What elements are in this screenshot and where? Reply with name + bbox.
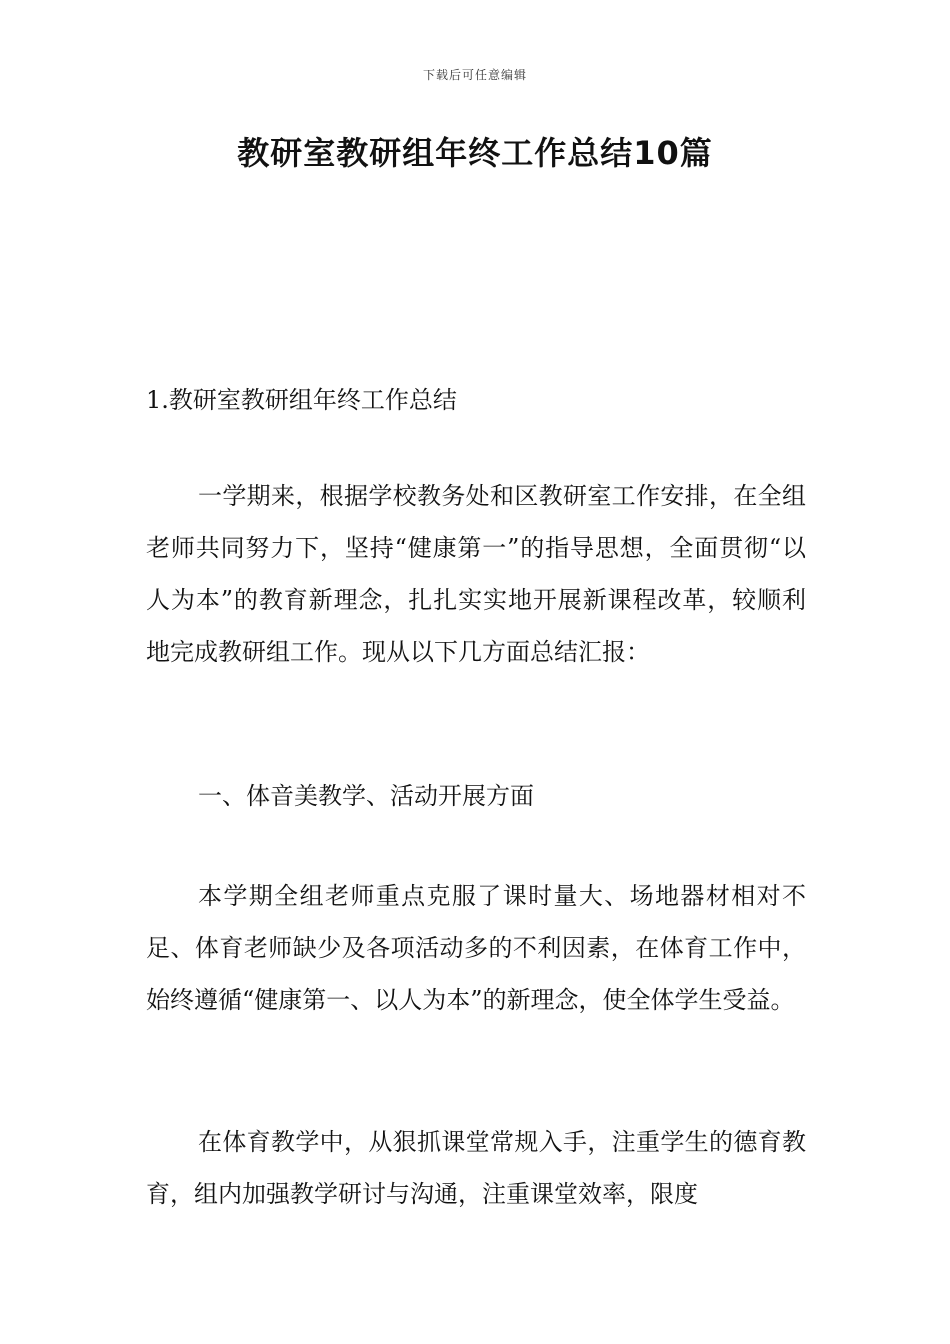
header-note: 下载后可任意编辑 — [422, 68, 527, 82]
sub-heading: 一、体音美教学、活动开展方面 — [198, 782, 534, 810]
page-title: 教研室教研组年终工作总结10篇 — [237, 134, 713, 172]
paragraph-body: 本学期全组老师重点克服了课时量大、场地器材相对不足、体育老师缺少及各项活动多的不利因素，在体育工作中，始终遵循“健康第一、以人为本”的新理念，使全体学生受益。 — [146, 882, 806, 1014]
section-heading: 1.教研室教研组年终工作总结 — [146, 386, 457, 414]
paragraph-body: 在体育教学中，从狠抓课堂常规入手，注重学生的德育教育，组内加强教学研讨与沟通，注重课堂效率，限度 — [146, 1128, 806, 1208]
paragraph-intro: 一学期来，根据学校教务处和区教研室工作安排，在全组老师共同努力下，坚持“健康第一”的指导思想，全面贯彻“以人为本”的教育新理念，扎扎实实地开展新课程改革，较顺利地完成教研组工作。现从以下几方面总结汇报： — [146, 482, 806, 666]
